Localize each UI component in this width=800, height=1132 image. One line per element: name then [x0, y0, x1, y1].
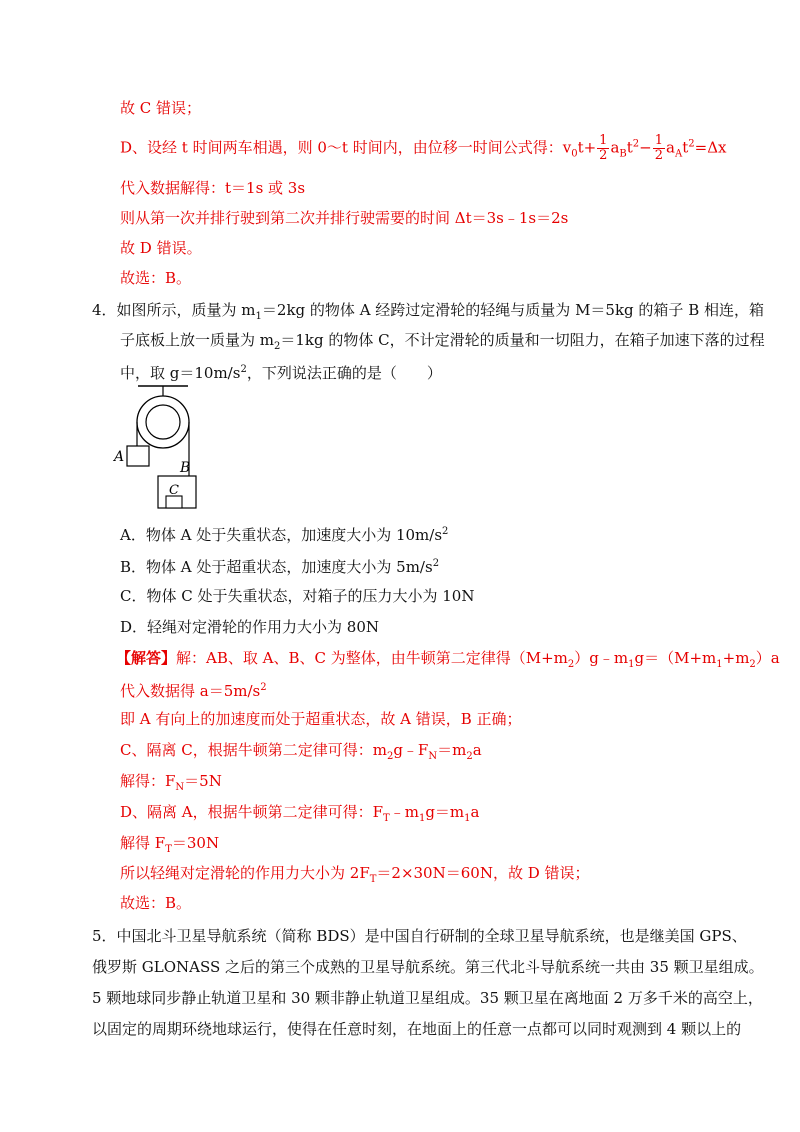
pulley-diagram	[108, 384, 208, 516]
question-4-line-3: 中，取 $g=10m/s^2$，下列说法正确的是（ ）	[120, 364, 442, 382]
fraction: $\frac{1}{2}$	[599, 133, 608, 163]
question-5-line-1: 5．中国北斗卫星导航系统（简称 BDS）是中国自行研制的全球卫星导航系统，也是继美国 GPS、	[92, 927, 747, 945]
answer-line: 解得 $F_T=30N$	[120, 834, 220, 855]
answer-line: 故 D 错误。	[120, 239, 202, 257]
answer-line: 则从第一次并排行驶到第二次并排行驶需要的时间 Δt＝3s﹣1s＝2s	[120, 209, 569, 227]
answer-line: 【解答】解：AB、取 A、B、C 为整体，由牛顿第二定律得$(M+m_2)g﹣m_1g=(M+m_1+m_2)a$	[116, 649, 780, 670]
option-a: A．物体 A 处于失重状态，加速度大小为 $10m/s^2$	[120, 526, 449, 544]
option-d: D．轻绳对定滑轮的作用力大小为 80N	[120, 618, 380, 636]
option-c: C．物体 C 处于失重状态，对箱子的压力大小为 10N	[120, 587, 475, 605]
question-5-line-2: 俄罗斯 GLONASS 之后的第三个成熟的卫星导航系统。第三代北斗导航系统一共由 35 颗卫星组成。	[92, 958, 764, 976]
answer-line: 解得：$F_N=5N$	[120, 772, 222, 793]
pulley-outer	[137, 396, 189, 448]
question-4-line-2: 子底板上放一质量为 $m_2=1kg$ 的物体 C，不计定滑轮的质量和一切阻力，在箱子加速下落的过程	[120, 331, 765, 352]
question-4-line-1: 4．如图所示，质量为 $m_1=2kg$ 的物体 A 经跨过定滑轮的轻绳与质量为 M＝5kg 的箱子 B 相连，箱	[92, 301, 764, 322]
question-5-line-4: 以固定的周期环绕地球运行，使得在任意时刻，在地面上的任意一点都可以同时观测到 4 颗以上的	[92, 1020, 742, 1038]
block-a	[127, 446, 149, 466]
answer-line: 代入数据解得：t＝1s 或 3s	[120, 179, 306, 197]
answer-line: 故 C 错误；	[120, 99, 202, 117]
answer-line: C、隔离 C，根据牛顿第二定律可得：$m_2g﹣F_N=m_2a$	[120, 741, 482, 762]
answer-line: 所以轻绳对定滑轮的作用力大小为 $2F_T=2\times 30N=60N$，故 D 错误；	[120, 864, 590, 885]
label-c: C	[169, 483, 179, 498]
answer-line: 故选：B。	[120, 894, 192, 912]
label-b: B	[180, 460, 191, 476]
question-5-line-3: 5 颗地球同步静止轨道卫星和 30 颗非静止轨道卫星组成。35 颗卫星在离地面 2 万多千米的高空上，	[92, 989, 763, 1007]
answer-line: 故选：B。	[120, 269, 192, 287]
label-a: A	[114, 449, 125, 465]
option-b: B．物体 A 处于超重状态，加速度大小为 $5m/s^2$	[120, 558, 440, 576]
fraction: $\frac{1}{2}$	[654, 133, 664, 163]
answer-line: D、设经 t 时间两车相遇，则 0～t 时间内，由位移一时间公式得：$v_0t+$ $\frac{1}{2}$ $a_Bt^2-$ $\frac{1}{2}$ $a_At^2=\Delta x$	[120, 133, 727, 163]
answer-line: 代入数据得 $a=5m/s^2$	[120, 682, 267, 700]
answer-line: 即 A 有向上的加速度而处于超重状态，故 A 错误，B 正确；	[120, 710, 522, 728]
pulley-inner	[146, 405, 180, 439]
answer-line: D、隔离 A，根据牛顿第二定律可得：$F_T﹣m_1g=m_1a$	[120, 803, 480, 824]
